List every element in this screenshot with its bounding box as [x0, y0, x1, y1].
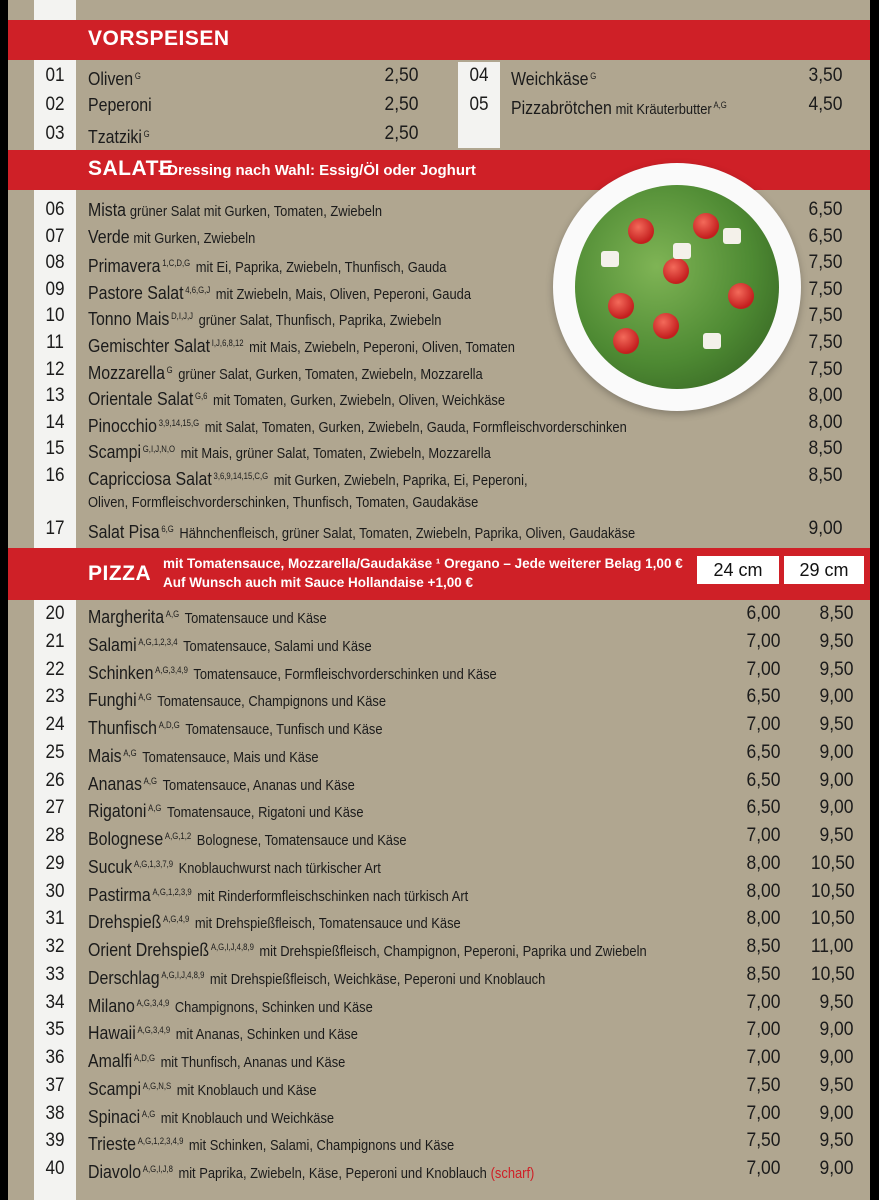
item-text — [88, 768, 398, 799]
item-number: 36 — [45, 1047, 65, 1068]
item-name: Oliven — [88, 68, 134, 89]
item-number: 35 — [45, 1019, 65, 1041]
item-description: mit Ananas, Schinken und Käse — [175, 1026, 358, 1044]
price-29cm: 11,00 — [810, 936, 854, 957]
item-number: 25 — [45, 741, 65, 763]
item-number: 04 — [469, 65, 489, 86]
item-price: 4,50 — [808, 94, 843, 115]
item-number: 13 — [45, 385, 65, 407]
menu-item — [8, 657, 870, 683]
item-price: 8,50 — [808, 438, 843, 460]
price-24cm: 8,00 — [746, 908, 781, 930]
item-text — [88, 934, 738, 965]
allergen-codes: G — [166, 364, 173, 375]
item-number: 28 — [45, 825, 65, 846]
item-name: Sucuk — [88, 855, 133, 877]
item-number: 05 — [469, 94, 489, 115]
item-number: 15 — [45, 438, 65, 460]
item-name: Pizzabrötchen — [511, 97, 612, 118]
item-description: mit Knoblauch und Käse — [176, 1081, 317, 1099]
allergen-codes: G — [134, 71, 141, 81]
price-29cm: 10,50 — [810, 852, 855, 874]
item-name: Primavera — [88, 255, 161, 277]
item-text — [88, 629, 418, 660]
menu-item — [8, 906, 870, 932]
item-number: 22 — [45, 658, 65, 680]
menu-item — [8, 63, 870, 89]
allergen-codes: A,G,3,4,9 — [136, 997, 170, 1008]
item-name: Verde — [88, 225, 130, 247]
item-number: 09 — [45, 278, 65, 300]
item-price: 7,50 — [808, 278, 843, 300]
item-number: 27 — [45, 797, 65, 819]
allergen-codes: G,6 — [194, 391, 208, 402]
menu-item — [8, 684, 870, 710]
item-name: Spinaci — [88, 1105, 141, 1127]
menu-item — [8, 795, 870, 821]
allergen-codes: A,G,1,2,3,4,9 — [137, 1136, 184, 1147]
menu-item — [8, 463, 870, 489]
allergen-codes: A,G,1,2,3,4 — [138, 636, 178, 647]
price-24cm: 6,50 — [746, 797, 781, 819]
price-29cm: 9,50 — [819, 1074, 854, 1096]
price-24cm: 6,50 — [746, 769, 781, 791]
allergen-codes: A,G,1,2 — [164, 831, 192, 841]
item-name: Trieste — [88, 1133, 137, 1155]
price-29cm: 9,00 — [819, 1102, 854, 1124]
item-number: 31 — [45, 908, 65, 930]
menu-item — [8, 330, 870, 356]
item-price: 7,50 — [808, 305, 843, 327]
item-description: mit Thunfisch, Ananas und Käse — [160, 1054, 346, 1071]
item-number: 33 — [45, 963, 65, 985]
item-description: Tomatensauce, Mais und Käse — [142, 748, 319, 766]
menu-item — [8, 629, 870, 655]
item-description: Knoblauchwurst nach türkischer Art — [178, 859, 381, 877]
item-description: Champignons, Schinken und Käse — [174, 998, 373, 1016]
menu-item — [8, 250, 870, 276]
menu-page — [8, 0, 870, 1200]
price-24cm: 7,00 — [746, 658, 781, 680]
item-description: Hähnchenfleisch, grüner Salat, Tomaten, Zwiebeln, Paprika, Oliven, Gaudakäse — [179, 525, 636, 543]
item-name: Weichkäse — [511, 68, 589, 89]
item-price: 6,50 — [808, 225, 843, 247]
item-text — [88, 684, 435, 715]
item-number: 24 — [45, 714, 65, 735]
item-name: Thunfisch — [88, 717, 157, 738]
item-number: 40 — [45, 1158, 65, 1179]
item-description: mit Ei, Paprika, Zwiebeln, Thunfisch, Gauda — [195, 259, 447, 277]
item-text — [88, 516, 724, 547]
menu-item — [8, 1101, 870, 1127]
item-description: grüner Salat, Gurken, Tomaten, Zwiebeln, Mozzarella — [178, 365, 483, 383]
item-number: 34 — [45, 991, 65, 1013]
item-name: Scampi — [88, 1077, 142, 1099]
item-number: 23 — [45, 686, 65, 708]
item-text — [88, 795, 408, 826]
item-text — [88, 197, 430, 225]
item-name: Capricciosa Salat — [88, 468, 212, 489]
menu-item — [8, 121, 870, 147]
item-text — [88, 879, 530, 910]
item-text — [88, 823, 458, 854]
item-description: mit Kräuterbutter — [615, 101, 712, 118]
item-name: Funghi — [88, 689, 137, 711]
allergen-codes: G — [143, 129, 150, 139]
item-name: Bolognese — [88, 828, 164, 849]
menu-item — [8, 1128, 870, 1154]
item-name: Mais — [88, 744, 122, 766]
item-text — [88, 224, 283, 252]
item-price: 2,50 — [384, 94, 419, 115]
item-text — [88, 1017, 402, 1048]
price-24cm: 6,50 — [746, 686, 781, 708]
allergen-codes: A,G,I,J,4,8,9 — [210, 942, 254, 952]
item-name: Ananas — [88, 772, 142, 794]
item-text — [88, 1128, 514, 1159]
pizza-note-line1: mit Tomatensauce, Mozzarella/Gaudakäse ¹ Oregano – Jede weiterer Belag 1,00 € — [163, 556, 683, 571]
price-29cm: 9,50 — [819, 714, 854, 735]
item-number: 21 — [45, 630, 65, 652]
allergen-codes: I,J,6,8,12 — [211, 338, 244, 348]
price-29cm: 9,50 — [819, 825, 854, 846]
item-number: 38 — [45, 1102, 65, 1124]
item-price: 8,00 — [808, 385, 843, 407]
allergen-codes: 4,6,G,J — [185, 284, 211, 295]
item-price: 8,00 — [808, 411, 843, 433]
item-number: 02 — [45, 94, 65, 115]
section-subtitle: - Dressing nach Wahl: Essig/Öl oder Joghurt — [158, 162, 476, 179]
item-name: Orientale Salat — [88, 388, 194, 410]
item-text — [88, 1045, 387, 1076]
allergen-codes: A,G — [143, 775, 158, 786]
item-name: Mozzarella — [88, 361, 165, 383]
menu-item — [8, 712, 870, 738]
item-text — [88, 962, 620, 993]
menu-item — [8, 357, 870, 383]
item-description: Tomatensauce, Salami und Käse — [183, 637, 372, 655]
allergen-codes: A,G — [148, 803, 162, 814]
item-number: 12 — [45, 358, 65, 380]
price-24cm: 7,00 — [746, 1019, 781, 1041]
item-text — [88, 1156, 607, 1187]
price-29cm: 9,00 — [819, 1047, 854, 1068]
item-price: 8,50 — [808, 465, 843, 486]
item-number: 30 — [45, 880, 65, 902]
price-29cm: 10,50 — [810, 963, 855, 985]
item-description: mit Tomaten, Gurken, Zwiebeln, Oliven, Weichkäse — [212, 392, 506, 410]
price-29cm: 10,50 — [810, 908, 855, 930]
allergen-codes: A,G,4,9 — [163, 914, 190, 925]
menu-item — [8, 277, 870, 303]
vorspeisen-header — [8, 20, 870, 60]
price-29cm: 9,00 — [819, 769, 854, 791]
item-description: grüner Salat, Thunfisch, Paprika, Zwiebeln — [198, 312, 442, 330]
price-24cm: 8,00 — [746, 852, 781, 874]
price-24cm: 8,00 — [746, 880, 781, 902]
item-text — [88, 712, 431, 743]
item-number: 14 — [45, 411, 65, 433]
item-number: 39 — [45, 1130, 65, 1152]
item-text — [88, 121, 162, 152]
item-name: Salami — [88, 633, 137, 655]
item-number: 01 — [45, 65, 65, 86]
item-text — [88, 601, 366, 632]
spicy-label: (scharf) — [490, 1165, 535, 1182]
item-description: mit Rinderformfleischschinken nach türkisch Art — [197, 887, 469, 905]
pizza-note — [163, 554, 683, 592]
item-text — [88, 990, 419, 1021]
item-description: Tomatensauce, Ananas und Käse — [162, 776, 355, 794]
item-name: Milano — [88, 994, 135, 1016]
item-name: Mista — [88, 199, 127, 220]
allergen-codes: A,G — [141, 1108, 156, 1119]
item-text — [88, 657, 563, 688]
item-number: 17 — [45, 518, 65, 540]
item-description: mit Mais, grüner Salat, Tomaten, Zwiebeln, Mozzarella — [180, 445, 491, 463]
item-text — [88, 740, 356, 771]
allergen-codes: A,G,3,4,9 — [155, 664, 188, 675]
allergen-codes: A,G — [165, 609, 180, 619]
menu-item — [8, 768, 870, 794]
price-24cm: 8,50 — [746, 936, 781, 957]
price-29cm: 9,00 — [819, 1019, 854, 1041]
item-description: mit Zwiebeln, Mais, Oliven, Peperoni, Gauda — [215, 285, 472, 303]
item-description: mit Mais, Zwiebeln, Peperoni, Oliven, Tomaten — [249, 339, 515, 356]
item-description: Tomatensauce, Formfleischvorderschinken und Käse — [193, 665, 497, 683]
item-number: 06 — [45, 199, 65, 220]
item-name: Derschlag — [88, 966, 160, 988]
allergen-codes: G — [590, 71, 597, 81]
item-name: Diavolo — [88, 1161, 142, 1182]
item-price: 6,50 — [808, 199, 843, 220]
size-29cm: 29 cm — [784, 556, 864, 584]
item-number: 08 — [45, 252, 65, 274]
item-text — [88, 851, 429, 882]
allergen-codes: A,G,1,3,7,9 — [133, 858, 174, 869]
menu-item — [8, 740, 870, 766]
menu-item — [8, 92, 870, 118]
item-name: Gemischter Salat — [88, 335, 211, 356]
item-description: Tomatensauce, Champignons und Käse — [157, 693, 387, 711]
item-number: 03 — [45, 123, 65, 144]
item-description: Tomatensauce und Käse — [184, 610, 327, 627]
item-description: mit Paprika, Zwiebeln, Käse, Peperoni und Knoblauch — [178, 1165, 487, 1182]
item-name: Hawaii — [88, 1022, 136, 1044]
allergen-codes: A,G — [123, 747, 137, 758]
allergen-codes: A,D,G — [133, 1053, 156, 1063]
item-text — [88, 1101, 374, 1132]
price-29cm: 9,50 — [819, 991, 854, 1013]
item-number: 07 — [45, 225, 65, 247]
item-description: Tomatensauce, Rigatoni und Käse — [166, 804, 364, 822]
item-price: 2,50 — [384, 123, 419, 144]
item-name: Schinken — [88, 661, 154, 683]
size-24cm: 24 cm — [697, 556, 779, 584]
item-price: 7,50 — [808, 332, 843, 353]
price-29cm: 9,50 — [819, 630, 854, 652]
item-name: Margherita — [88, 606, 165, 627]
item-number: 11 — [46, 332, 64, 353]
menu-item — [8, 962, 870, 988]
item-description: mit Salat, Tomaten, Gurken, Zwiebeln, Gauda, Formfleischvorderschinken — [204, 418, 627, 436]
price-24cm: 8,50 — [746, 963, 781, 985]
item-name: Tonno Mais — [88, 308, 170, 330]
item-text — [511, 63, 612, 94]
item-number: 32 — [45, 936, 65, 957]
item-number: 20 — [45, 603, 65, 624]
pizza-note-line2: Auf Wunsch auch mit Sauce Hollandaise +1,00 € — [163, 575, 473, 590]
item-description: mit Drehspießfleisch, Tomatensauce und Käse — [194, 915, 461, 933]
item-price: 9,00 — [808, 518, 843, 540]
menu-item — [8, 1156, 870, 1182]
menu-item — [8, 303, 870, 329]
item-description: mit Drehspießfleisch, Champignon, Peperoni, Paprika und Zwiebeln — [259, 943, 647, 960]
allergen-codes: A,G,3,4,9 — [137, 1025, 171, 1036]
price-24cm: 7,50 — [746, 1074, 781, 1096]
menu-item — [8, 823, 870, 849]
price-29cm: 9,00 — [819, 686, 854, 708]
allergen-codes: 3,6,9,14,15,C,G — [213, 471, 269, 481]
price-29cm: 9,00 — [819, 741, 854, 763]
item-price: 3,50 — [808, 65, 843, 86]
item-description: mit Drehspießfleisch, Weichkäse, Peperoni und Knoblauch — [209, 970, 546, 988]
item-text — [511, 92, 764, 123]
price-24cm: 7,00 — [746, 1047, 781, 1068]
item-description: mit Schinken, Salami, Champignons und Käse — [188, 1137, 455, 1155]
item-description: Oliven, Formfleischvorderschinken, Thunfisch, Tomaten, Gaudakäse — [88, 493, 479, 511]
item-name: Drehspieß — [88, 911, 162, 933]
allergen-codes: A,G,N,S — [142, 1080, 172, 1091]
allergen-codes: A,G — [138, 692, 152, 703]
item-name: Amalfi — [88, 1050, 133, 1071]
item-description: grüner Salat mit Gurken, Tomaten, Zwiebeln — [129, 203, 382, 220]
menu-item — [8, 601, 870, 627]
menu-item — [8, 1017, 870, 1043]
allergen-codes: A,G,I,J,4,8,9 — [161, 969, 205, 980]
menu-item — [8, 990, 870, 1016]
menu-item — [8, 383, 870, 409]
item-name: Salat Pisa — [88, 521, 160, 543]
menu-item — [8, 934, 870, 960]
item-number: 29 — [45, 852, 65, 874]
price-24cm: 7,00 — [746, 991, 781, 1013]
menu-item — [8, 1073, 870, 1099]
item-price: 2,50 — [384, 65, 419, 86]
allergen-codes: A,G,I,J,8 — [142, 1164, 173, 1174]
item-name: Rigatoni — [88, 800, 147, 822]
allergen-codes: G,I,J,N,O — [142, 444, 176, 455]
item-name: Pinocchio — [88, 414, 157, 436]
price-29cm: 8,50 — [819, 603, 854, 624]
allergen-codes: A,G — [713, 100, 727, 110]
item-price: 7,50 — [808, 252, 843, 274]
item-price: 7,50 — [808, 358, 843, 380]
menu-item — [8, 879, 870, 905]
price-29cm: 10,50 — [810, 880, 855, 902]
item-number: 26 — [45, 769, 65, 791]
item-text — [88, 906, 521, 937]
price-24cm: 7,00 — [746, 714, 781, 735]
allergen-codes: 1,C,D,G — [162, 258, 191, 269]
menu-item — [8, 490, 870, 516]
item-description: mit Gurken, Zwiebeln — [133, 229, 256, 247]
item-text — [88, 1073, 354, 1104]
item-name: Pastore Salat — [88, 281, 184, 303]
item-description: mit Knoblauch und Weichkäse — [160, 1109, 335, 1127]
price-24cm: 7,00 — [746, 1158, 781, 1179]
price-29cm: 9,50 — [819, 1130, 854, 1152]
section-title: PIZZA — [88, 562, 152, 585]
menu-item — [8, 516, 870, 542]
menu-item — [8, 224, 870, 250]
item-text — [88, 490, 542, 516]
allergen-codes: A,D,G — [158, 720, 180, 730]
item-name: Scampi — [88, 441, 142, 463]
price-24cm: 7,50 — [746, 1130, 781, 1152]
item-name: Pastirma — [88, 883, 151, 905]
menu-item — [8, 1045, 870, 1071]
item-number: 16 — [45, 465, 65, 486]
item-name: Peperoni — [88, 94, 152, 115]
item-number: 37 — [45, 1074, 65, 1096]
menu-item — [8, 851, 870, 877]
item-description: mit Gurken, Zwiebeln, Paprika, Ei, Peperoni, — [273, 472, 528, 489]
item-description: Bolognese, Tomatensauce und Käse — [196, 832, 407, 849]
price-29cm: 9,00 — [819, 797, 854, 819]
menu-item — [8, 410, 870, 436]
allergen-codes: A,G,1,2,3,9 — [152, 886, 192, 897]
item-name: Orient Drehspieß — [88, 939, 210, 960]
price-24cm: 6,00 — [746, 603, 781, 624]
menu-item — [8, 436, 870, 462]
allergen-codes: 3,9,14,15,G — [158, 417, 200, 428]
section-title: SALATE — [88, 157, 174, 180]
price-24cm: 6,50 — [746, 741, 781, 763]
allergen-codes: D,I,J,J — [171, 311, 194, 322]
price-24cm: 7,00 — [746, 630, 781, 652]
allergen-codes: 6,G — [161, 524, 174, 535]
item-name: Tzatziki — [88, 126, 142, 147]
item-description: Tomatensauce, Tunfisch und Käse — [185, 721, 383, 738]
price-29cm: 9,00 — [819, 1158, 854, 1179]
price-29cm: 9,50 — [819, 658, 854, 680]
price-24cm: 7,00 — [746, 825, 781, 846]
menu-item — [8, 197, 870, 223]
section-title: VORSPEISEN — [88, 27, 230, 50]
price-24cm: 7,00 — [746, 1102, 781, 1124]
item-number: 10 — [45, 305, 65, 327]
